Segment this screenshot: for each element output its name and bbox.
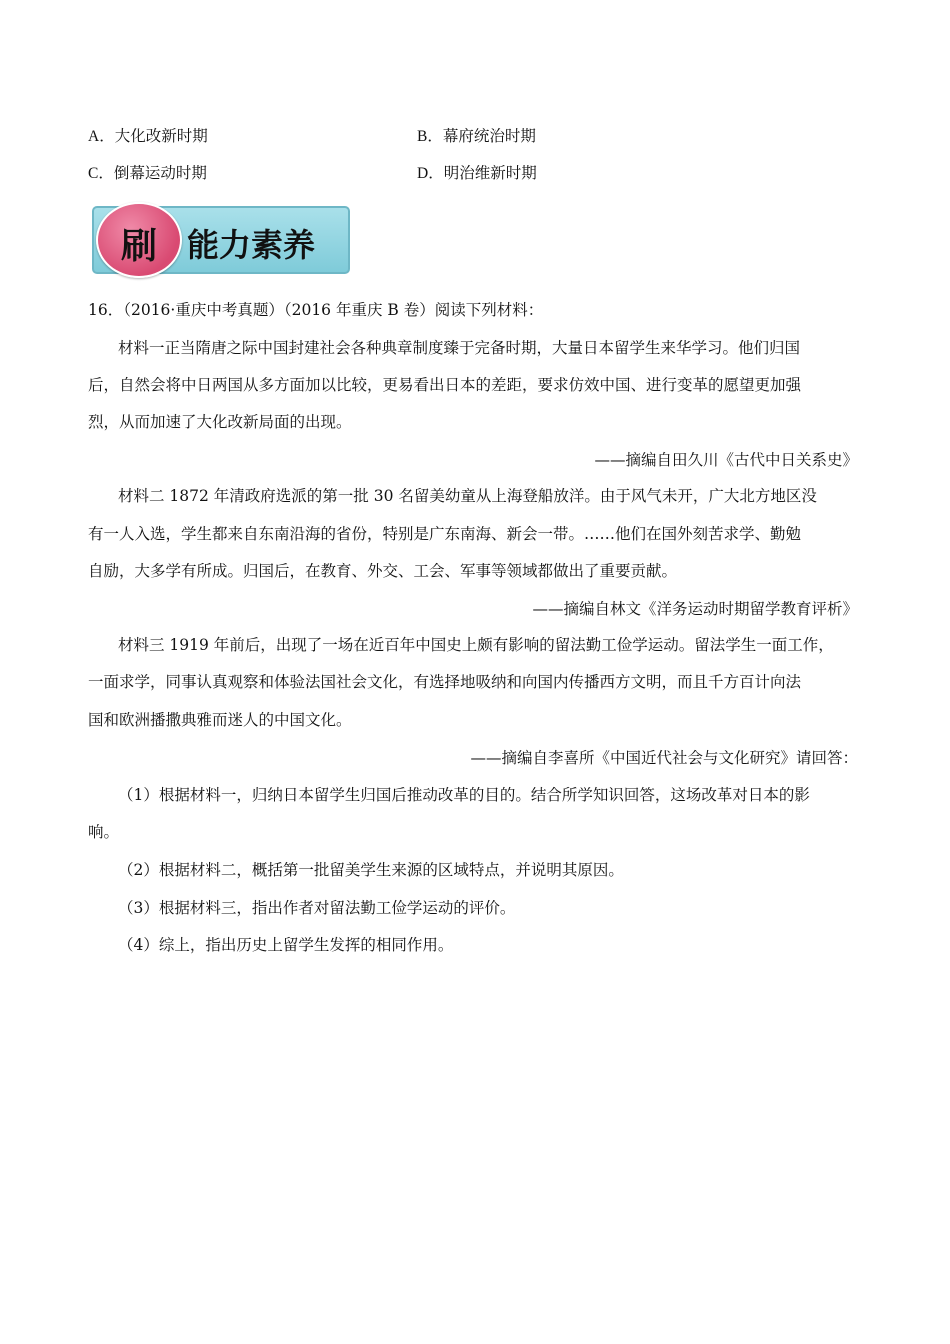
banner-badge-text: 刷 xyxy=(120,226,157,267)
sub-question-3: （3）根据材料三，指出作者对留法勤工俭学运动的评价。 xyxy=(118,899,516,917)
material2-source: ——摘编自林文《洋务运动时期留学教育评析》 xyxy=(532,600,858,618)
sub-question-2: （2）根据材料二，概括第一批留美学生来源的区域特点，并说明其原因。 xyxy=(118,861,624,879)
material2-line: 有一人入选，学生都来自东南沿海的省份，特别是广东南海、新会一带。……他们在国外刻苦求学、勤勉 xyxy=(88,525,802,543)
material3-line: 国和欧洲播撒典雅而迷人的中国文化。 xyxy=(88,711,352,729)
material2-line: 自励，大多学有所成。归国后，在教育、外交、工会、军事等领域都做出了重要贡献。 xyxy=(88,562,678,580)
option-a: A．大化改新时期 xyxy=(88,128,208,145)
material1-line: 烈，从而加速了大化改新局面的出现。 xyxy=(88,413,352,431)
option-c: C．倒幕运动时期 xyxy=(88,165,207,182)
sub-question-1-cont: 响。 xyxy=(88,823,120,841)
option-d: D．明治维新时期 xyxy=(417,165,537,182)
material1-source: ——摘编自田久川《古代中日关系史》 xyxy=(594,451,858,469)
question-header: 16．（2016·重庆中考真题）（2016 年重庆 B 卷）阅读下列材料： xyxy=(88,301,544,319)
sub-question-4: （4）综上，指出历史上留学生发挥的相同作用。 xyxy=(118,936,454,954)
material1-line: 后，自然会将中日两国从多方面加以比较，更易看出日本的差距，要求仿效中国、进行变革的愿望更加强 xyxy=(88,376,802,394)
material3-line: 一面求学，同事认真观察和体验法国社会文化，有选择地吸纳和向国内传播西方文明，而且千方百计向法 xyxy=(88,673,802,691)
material3-line: 材料三 1919 年前后，出现了一场在近百年中国史上颇有影响的留法勤工俭学运动。留法学生一面工作， xyxy=(118,636,834,654)
material1-line: 材料一正当隋唐之际中国封建社会各种典章制度臻于完备时期，大量日本留学生来华学习。他们归国 xyxy=(118,339,801,357)
option-b: B．幕府统治时期 xyxy=(417,128,536,145)
section-banner xyxy=(92,206,350,274)
banner-badge xyxy=(96,202,182,278)
banner-title: 能力素养 xyxy=(187,226,316,264)
material3-source: ——摘编自李喜所《中国近代社会与文化研究》请回答： xyxy=(470,749,858,767)
material2-line: 材料二 1872 年清政府选派的第一批 30 名留美幼童从上海登船放洋。由于风气未开，广大北方地区没 xyxy=(118,487,817,505)
sub-question-1: （1）根据材料一，归纳日本留学生归国后推动改革的目的。结合所学知识回答，这场改革对日本的影 xyxy=(118,786,810,804)
